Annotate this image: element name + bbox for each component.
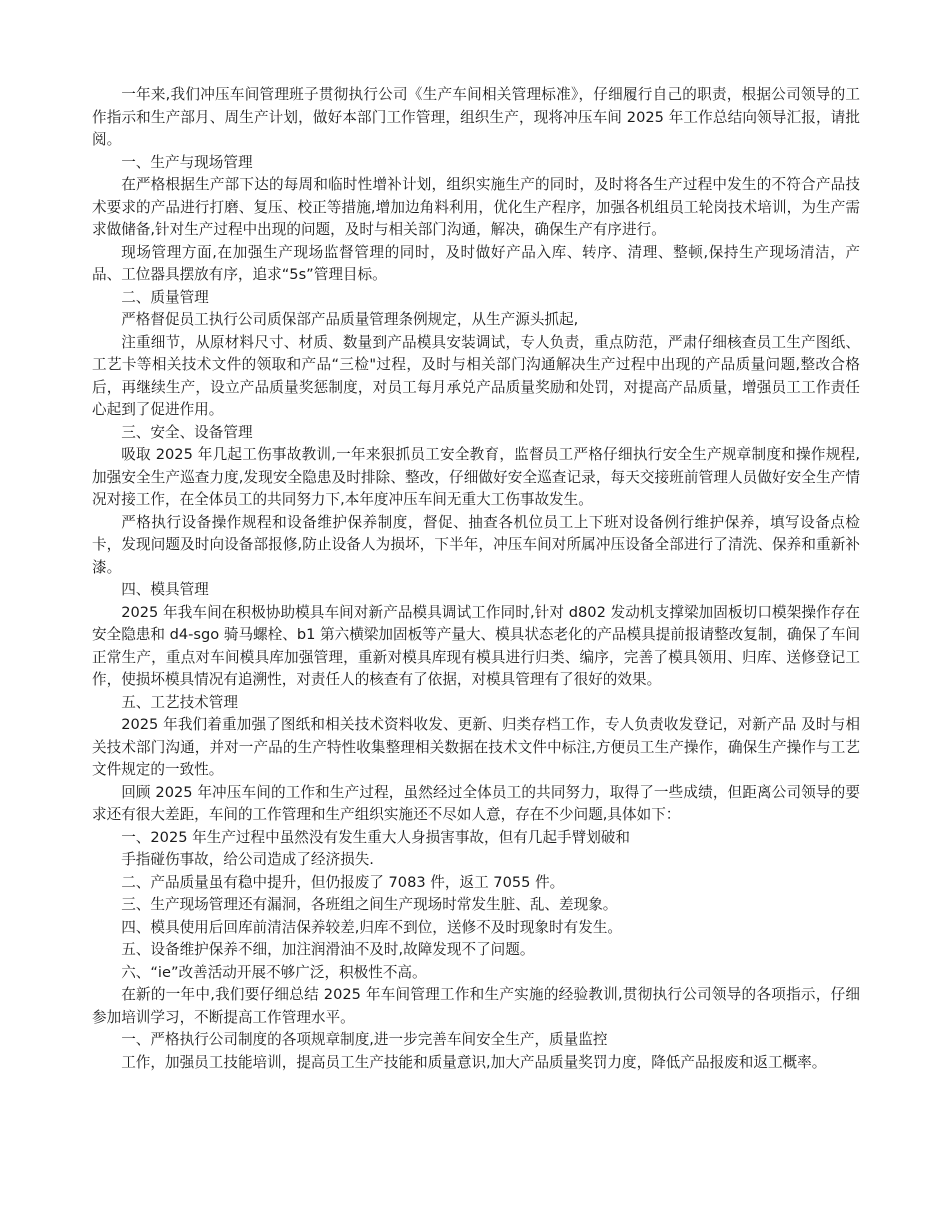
problem-item: 一、2025 年生产过程中虽然没有发生重大人身损害事故，但有几起手臂划破和 <box>121 828 630 846</box>
paragraph-intro: 一年来,我们冲压车间管理班子贯彻执行公司《生产车间相关管理标准》，仔细履行自己的职责，根据公司领导的工作指示和生产部月、周生产计划，做好本部门工作管理，组织生产，现将冲压车间 2025 年工作总结向领导汇报，请批阅。 <box>92 86 860 148</box>
section-heading-quality: 二、质量管理 <box>121 288 209 306</box>
paragraph: 2025 年我车间在积极协助模具车间对新产品模具调试工作同时,针对 d802 发动机支撑梁加固板切口模架操作存在安全隐患和 d4-sgo 骑马螺栓、b1 第六横梁加固板等产量大、模具状态老化的产品模具提前报请整改复制，确保了车间正常生产，重点对车间模具库加强管理，重新对模具库现有模具进行归类、编序，完善了模具领用、归库、送修登记工作，使损坏模具情况有追溯性，对责任人的核查有了依据，对模具管理有了很好的效果。 <box>92 603 860 688</box>
problem-item: 六、“ie”改善活动开展不够广泛，积极性不高。 <box>121 963 427 981</box>
paragraph: 注重细节，从原材料尺寸、材质、数量到产品模具安装调试，专人负责，重点防范，严肃仔细核查员工生产图纸、工艺卡等相关技术文件的领取和产品“三检"过程，及时与相关部门沟通解决生产过程中出现的产品质量问题,整改合格后，再继续生产，设立产品质量奖惩制度，对员工每月承兑产品质量奖励和处罚，对提高产品质量，增强员工工作责任心起到了促进作用。 <box>92 333 860 418</box>
paragraph: 严格执行设备操作规程和设备维护保养制度，督促、抽查各机位员工上下班对设备例行维护保养，填写设备点检卡，发现问题及时向设备部报修,防止设备人为损坏，下半年，冲压车间对所属冲压设备全部进行了清洗、保养和重新补漆。 <box>92 513 860 576</box>
section-heading-molds: 四、模具管理 <box>121 581 209 598</box>
plan-item: 一、严格执行公司制度的各项规章制度,进一步完善车间安全生产，质量监控 <box>121 1031 608 1048</box>
paragraph: 在新的一年中,我们要仔细总结 2025 年车间管理工作和生产实施的经验教训,贯彻执行公司领导的各项指示，仔细参加培训学习，不断提高工作管理水平。 <box>92 986 860 1026</box>
section-heading-process: 五、工艺技术管理 <box>121 693 238 711</box>
document-body <box>92 84 860 1074</box>
problem-item: 手指碰伤事故，给公司造成了经济损失. <box>121 851 374 868</box>
section-heading-production: 一、生产与现场管理 <box>121 153 253 171</box>
paragraph: 2025 年我们着重加强了图纸和相关技术资料收发、更新、归类存档工作，专人负责收发登记，对新产品 及时与相关技术部门沟通，并对一产品的生产特性收集整理相关数据在技术文件中标注,方便员工生产操作，确保生产操作与工艺文件规定的一致性。 <box>92 716 860 778</box>
problem-item: 五、设备维护保养不细，加注润滑油不及时,故障发现不了问题。 <box>121 941 535 958</box>
paragraph: 严格督促员工执行公司质保部产品质量管理条例规定，从生产源头抓起, <box>121 311 579 328</box>
problem-item: 三、生产现场管理还有漏洞，各班组之间生产现场时常发生脏、乱、差现象。 <box>121 896 618 913</box>
problem-item: 二、产品质量虽有稳中提升，但仍报废了 7083 件，返工 7055 件。 <box>121 873 565 891</box>
section-heading-safety: 三、安全、设备管理 <box>121 423 253 441</box>
problem-item: 四、模具使用后回库前清洁保养较差,归库不到位，送修不及时现象时有发生。 <box>121 918 623 936</box>
paragraph: 现场管理方面,在加强生产现场监督管理的同时，及时做好产品入库、转序、清理、整顿,保持生产现场清洁，产品、工位器具摆放有序，追求“5s”管理目标。 <box>92 243 860 283</box>
paragraph: 吸取 2025 年几起工伤事故教训,一年来狠抓员工安全教育，监督员工严格仔细执行安全生产规章制度和操作规程,加强安全生产巡查力度,发现安全隐患及时排除、整改，仔细做好安全巡查记录，每天交接班前管理人员做好安全生产情况对接工作，在全体员工的共同努力下,本年度冲压车间无重大工伤事故发生。 <box>92 446 860 508</box>
paragraph: 在严格根据生产部下达的每周和临时性增补计划，组织实施生产的同时，及时将各生产过程中发生的不符合产品技术要求的产品进行打磨、复压、校正等措施,增加边角料利用，优化生产程序，加强各机组员工轮岗技术培训，为生产需求做储备,针对生产过程中出现的问题，及时与相关部门沟通，解决，确保生产有序进行。 <box>92 176 860 238</box>
paragraph: 回顾 2025 年冲压车间的工作和生产过程，虽然经过全体员工的共同努力，取得了一些成绩，但距离公司领导的要求还有很大差距，车间的工作管理和生产组织实施还不尽如人意，存在不少问题,具体如下： <box>92 783 860 823</box>
paragraph: 工作，加强员工技能培训，提高员工生产技能和质量意识,加大产品质量奖罚力度，降低产品报废和返工概率。 <box>121 1053 827 1071</box>
